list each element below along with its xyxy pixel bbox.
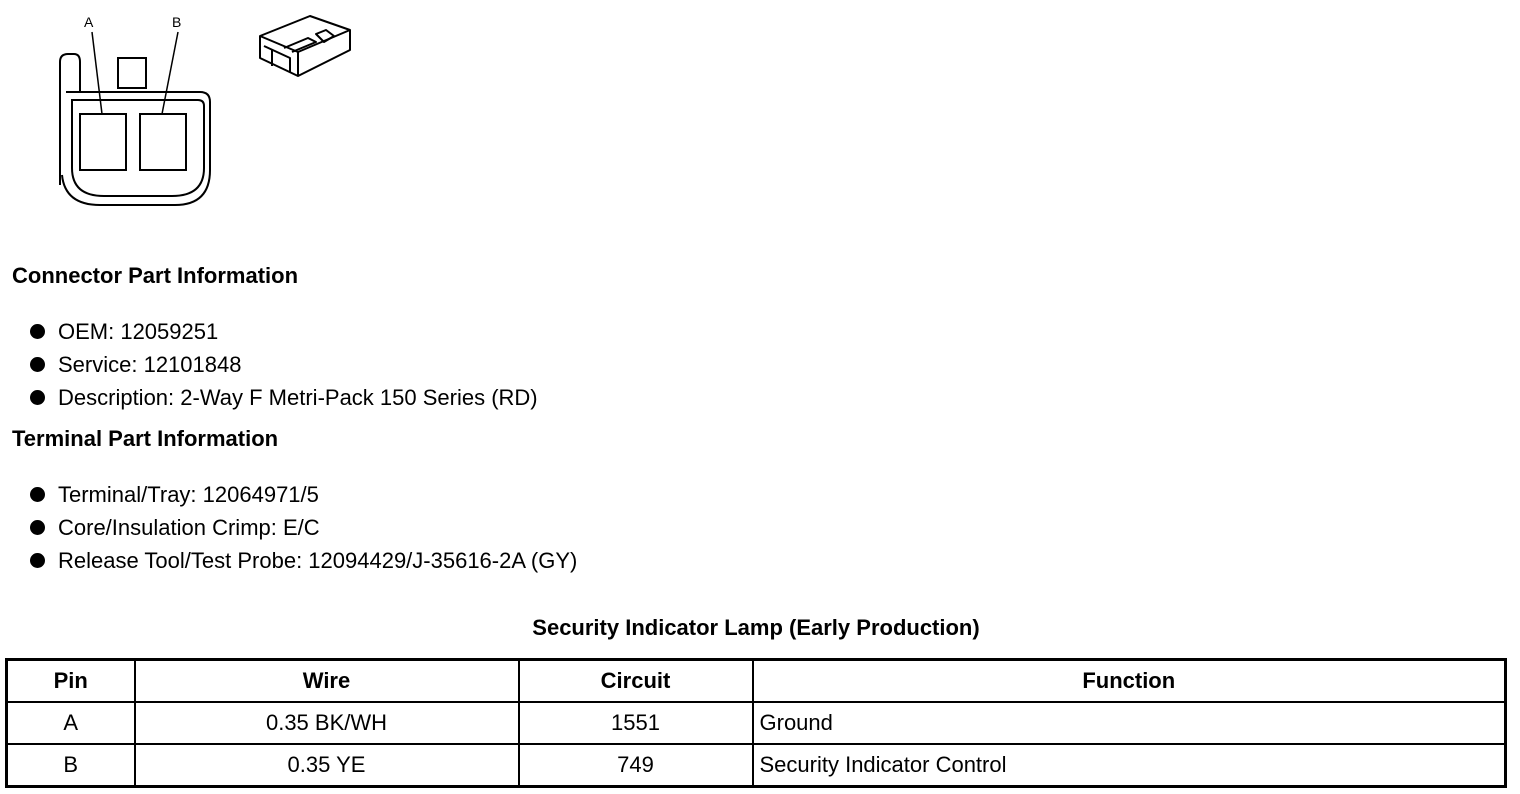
connector-part-heading: Connector Part Information [12, 263, 299, 288]
cell-pin: B [7, 744, 135, 787]
list-item: Description: 2-Way F Metri-Pack 150 Series (RD) [8, 381, 538, 414]
cell-wire: 0.35 YE [135, 744, 519, 787]
table-row [7, 744, 1506, 787]
column-header-pin: Pin [7, 660, 135, 703]
connector-face-diagram [0, 0, 240, 230]
table-header-row [7, 660, 1506, 703]
bullet-icon [30, 324, 45, 339]
pin-table [5, 658, 1507, 788]
bullet-icon [30, 390, 45, 405]
connector-part-list [8, 315, 538, 414]
column-header-wire: Wire [135, 660, 519, 703]
list-item: Service: 12101848 [8, 348, 538, 381]
cell-pin: A [7, 702, 135, 744]
cell-function: Ground [753, 702, 1506, 744]
cell-circuit: 1551 [519, 702, 753, 744]
list-item: OEM: 12059251 [8, 315, 538, 348]
list-item: Core/Insulation Crimp: E/C [8, 511, 577, 544]
column-header-function: Function [753, 660, 1506, 703]
column-header-circuit: Circuit [519, 660, 753, 703]
list-item: Terminal/Tray: 12064971/5 [8, 478, 577, 511]
pin-label-a: A [84, 14, 94, 30]
cell-wire: 0.35 BK/WH [135, 702, 519, 744]
bullet-icon [30, 520, 45, 535]
bullet-icon [30, 487, 45, 502]
pin-label-b: B [172, 14, 182, 30]
bullet-icon [30, 553, 45, 568]
connector-isometric-icon [250, 8, 360, 88]
terminal-part-heading: Terminal Part Information [12, 426, 279, 451]
terminal-part-list [8, 478, 577, 577]
table-title: Security Indicator Lamp (Early Production) [532, 615, 980, 640]
table-row [7, 702, 1506, 744]
cell-circuit: 749 [519, 744, 753, 787]
bullet-icon [30, 357, 45, 372]
cell-function: Security Indicator Control [753, 744, 1506, 787]
list-item: Release Tool/Test Probe: 12094429/J-35616-2A (GY) [8, 544, 577, 577]
